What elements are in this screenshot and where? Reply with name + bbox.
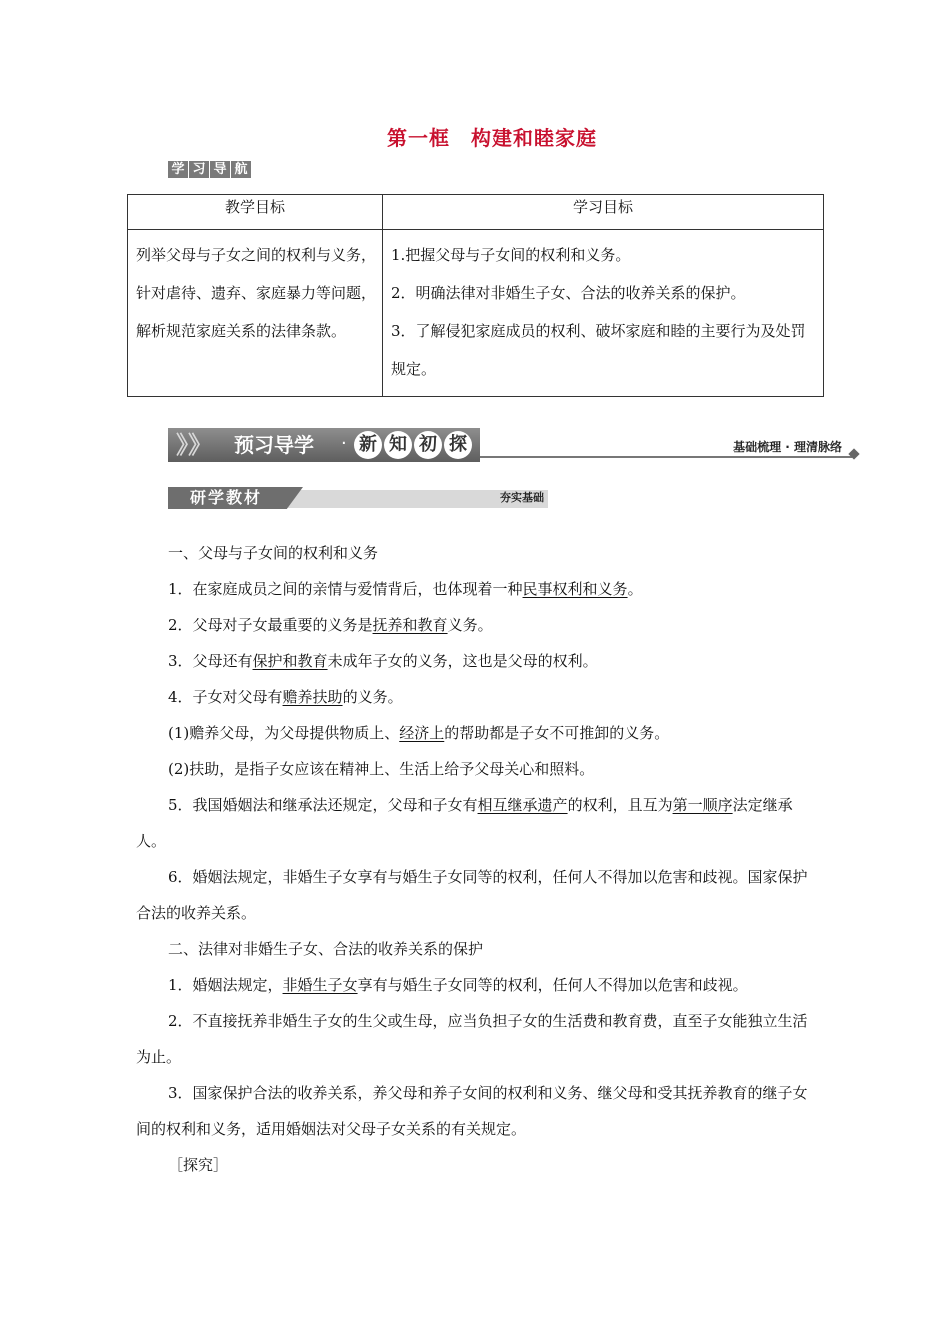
underlined-answer: 保护和教育 [252, 652, 328, 670]
badge-char: 导 [210, 161, 230, 178]
underlined-answer: 相互继承遗产 [477, 796, 568, 814]
banner-circle: 知 [384, 431, 412, 459]
table-header-row [128, 195, 824, 230]
paragraph: 5．我国婚姻法和继承法还规定，父母和子女有相互继承遗产的权利，且互为第一顺序法定继承人。 [136, 796, 793, 850]
learning-goal-item: 3．了解侵犯家庭成员的权利、破坏家庭和睦的主要行为及处罚规定。 [391, 322, 806, 378]
section-heading: 一、父母与子女间的权利和义务 [168, 544, 379, 562]
table-row [128, 230, 824, 397]
learning-goal-item: 2．明确法律对非婚生子女、合法的收养关系的保护。 [391, 284, 746, 302]
teaching-goal-cell: 列举父母与子女之间的权利与义务，针对虐待、遗弃、家庭暴力等问题，解析规范家庭关系的法律条款。 [128, 230, 383, 397]
paragraph: (2)扶助，是指子女应该在精神上、生活上给予父母关心和照料。 [168, 760, 595, 778]
paragraph: 6．婚姻法规定，非婚生子女享有与婚生子女同等的权利，任何人不得加以危害和歧视。国家保护合法的收养关系。 [136, 868, 808, 922]
explore-label: ［探究］ [168, 1156, 229, 1174]
underlined-answer: 经济上 [399, 724, 445, 742]
sub-banner-subtitle: 夯实基础 [500, 491, 544, 504]
banner-circle: 新 [354, 431, 382, 459]
paragraph: (1)赡养父母，为父母提供物质上、经济上的帮助都是子女不可推卸的义务。 [168, 724, 670, 742]
badge-char: 学 [168, 161, 188, 178]
lesson-content [136, 535, 816, 1183]
goals-table [127, 194, 824, 397]
underlined-answer: 民事权利和义务 [522, 580, 628, 598]
section-banner [168, 428, 858, 464]
study-guide-badge [168, 161, 251, 178]
badge-char: 习 [189, 161, 209, 178]
section-heading: 二、法律对非婚生子女、合法的收养关系的保护 [168, 940, 484, 958]
banner-circle: 探 [444, 431, 472, 459]
banner-rule [480, 456, 852, 458]
paragraph: 4．子女对父母有赡养扶助的义务。 [168, 688, 403, 706]
banner-subtitle: 基础梳理 · 理清脉络 [733, 440, 842, 454]
underlined-answer: 第一顺序 [672, 796, 733, 814]
banner-title: 预习导学 [234, 433, 314, 457]
underlined-answer: 抚养和教育 [372, 616, 448, 634]
banner-dot: · [341, 433, 347, 454]
header-learning-goal: 学习目标 [383, 195, 824, 230]
paragraph: 1．婚姻法规定，非婚生子女享有与婚生子女同等的权利，任何人不得加以危害和歧视。 [168, 976, 748, 994]
header-teaching-goal: 教学目标 [128, 195, 383, 230]
paragraph: 1．在家庭成员之间的亲情与爱情背后，也体现着一种民事权利和义务。 [168, 580, 643, 598]
badge-char: 航 [231, 161, 251, 178]
double-chevron-icon: 》》 [176, 431, 212, 459]
page-title: 第一框 构建和睦家庭 [387, 126, 597, 150]
banner-circle-group [354, 431, 472, 459]
paragraph: 2．父母对子女最重要的义务是抚养和教育义务。 [168, 616, 493, 634]
learning-goal-item: 1.把握父母与子女间的权利和义务。 [391, 246, 631, 264]
sub-banner-title: 研学教材 [190, 488, 263, 507]
paragraph: 3．国家保护合法的收养关系，养父母和养子女间的权利和义务、继父母和受其抚养教育的继子女间的权利和义务，适用婚姻法对父母子女关系的有关规定。 [136, 1084, 808, 1138]
paragraph: 3．父母还有保护和教育未成年子女的义务，这也是父母的权利。 [168, 652, 598, 670]
paragraph: 2．不直接抚养非婚生子女的生父或生母，应当负担子女的生活费和教育费，直至子女能独立生活为止。 [136, 1012, 808, 1066]
banner-circle: 初 [414, 431, 442, 459]
learning-goals-cell [383, 230, 824, 397]
underlined-answer: 非婚生子女 [282, 976, 358, 994]
sub-section-banner [168, 487, 548, 509]
underlined-answer: 赡养扶助 [282, 688, 343, 706]
